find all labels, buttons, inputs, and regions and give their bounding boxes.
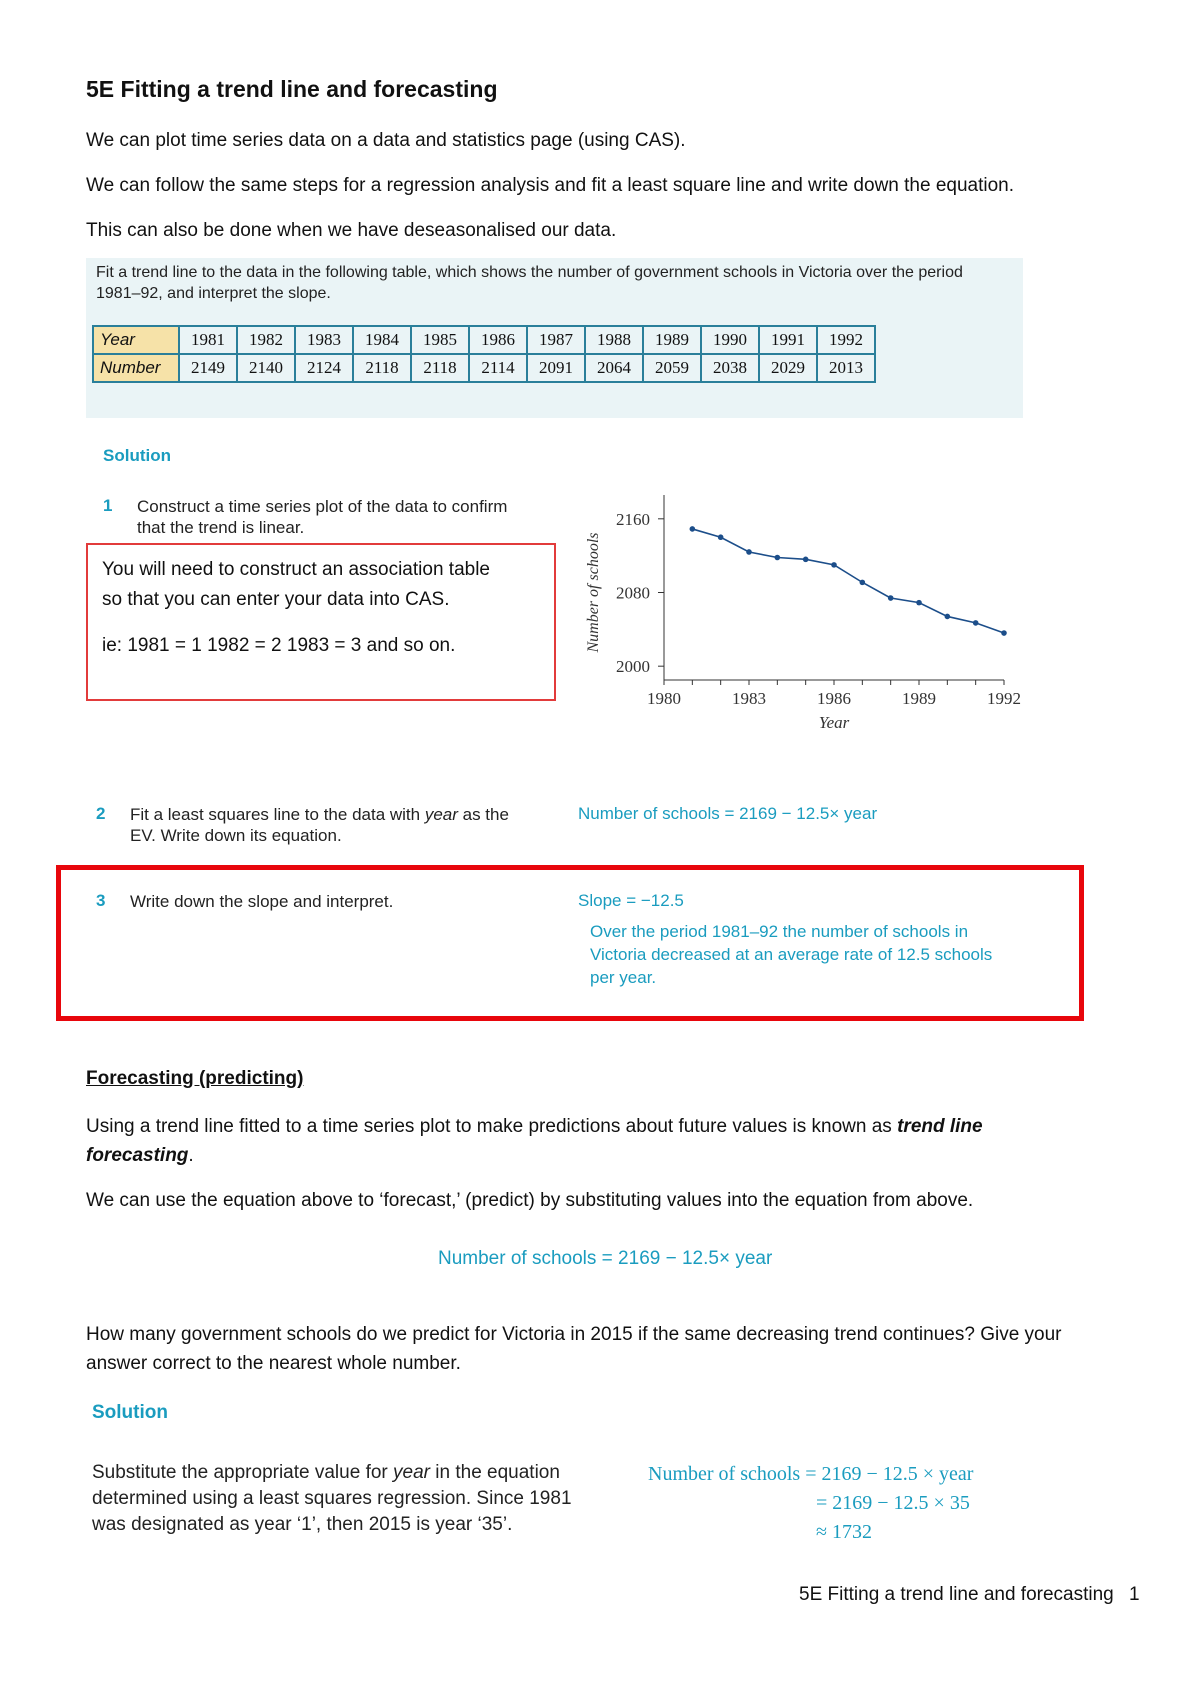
year-cell: 1989 xyxy=(643,326,701,354)
forecast-equation: Number of schools = 2169 − 12.5× year xyxy=(438,1248,773,1269)
data-point xyxy=(775,555,781,561)
x-tick-label: 1992 xyxy=(987,689,1021,708)
problem-box xyxy=(86,258,1023,418)
solution-2-label: Solution xyxy=(92,1402,168,1423)
solution-2-line-1 xyxy=(92,1460,572,1486)
page-title: 5E Fitting a trend line and forecasting xyxy=(86,76,498,102)
solution-2-text xyxy=(92,1460,572,1538)
data-point xyxy=(831,562,837,568)
data-point xyxy=(1001,630,1007,636)
solution-2-line-3: was designated as year ‘1’, then 2015 is year ‘35’. xyxy=(92,1514,513,1535)
interpretation-line-2: Victoria decreased at an average rate of 12.5 schools xyxy=(590,945,993,964)
step-2-text xyxy=(130,804,570,846)
intro-paragraph-2: We can follow the same steps for a regression analysis and fit a least square line and write down the equation. xyxy=(86,175,1015,196)
intro-paragraph-3: This can also be done when we have deseasonalised our data. xyxy=(86,220,617,241)
step-3-number: 3 xyxy=(96,891,106,910)
data-point xyxy=(690,526,696,532)
table-row-number xyxy=(93,354,875,382)
footer-text: 5E Fitting a trend line and forecasting xyxy=(799,1584,1114,1605)
note-box xyxy=(86,543,556,701)
x-axis-label: Year xyxy=(818,713,850,732)
number-cell: 2013 xyxy=(817,354,875,382)
number-cell: 2114 xyxy=(469,354,527,382)
x-tick-label: 1983 xyxy=(732,689,766,708)
question-line-1: How many government schools do we predict for Victoria in 2015 if the same decreasing trend continues? Give your xyxy=(86,1324,1062,1345)
interpretation-line-1: Over the period 1981–92 the number of schools in xyxy=(590,922,969,941)
data-point xyxy=(973,620,979,626)
step-2-italic: year xyxy=(424,805,458,824)
year-cell: 1982 xyxy=(237,326,295,354)
series-line xyxy=(692,529,1004,633)
solution-eq-line-2: = 2169 − 12.5 × 35 xyxy=(816,1492,970,1514)
solution-label: Solution xyxy=(103,446,171,465)
number-cell: 2064 xyxy=(585,354,643,382)
solution-eq-line-1: Number of schools = 2169 − 12.5 × year xyxy=(648,1463,974,1485)
y-tick-label: 2000 xyxy=(616,657,650,677)
data-point xyxy=(888,595,894,601)
number-cell: 2140 xyxy=(237,354,295,382)
time-series-chart xyxy=(580,495,1030,740)
solution-eq-line-3: ≈ 1732 xyxy=(816,1521,872,1543)
step-1-line-1: Construct a time series plot of the data to confirm xyxy=(137,497,508,516)
solution-2-italic: year xyxy=(393,1462,430,1483)
year-cell: 1983 xyxy=(295,326,353,354)
forecasting-paragraph-2: We can use the equation above to ‘forecast,’ (predict) by substituting values into the equation from above. xyxy=(86,1190,974,1211)
solution-2-equation xyxy=(648,1460,973,1547)
page-number: 1 xyxy=(1129,1584,1140,1605)
step-2-pre: Fit a least squares line to the data with xyxy=(130,805,425,824)
y-axis-label: Number of schools xyxy=(585,532,602,653)
year-cell: 1991 xyxy=(759,326,817,354)
data-table xyxy=(92,325,876,383)
step-2-equation: Number of schools = 2169 − 12.5× year xyxy=(578,804,878,823)
year-cell: 1988 xyxy=(585,326,643,354)
y-tick-label: 2080 xyxy=(616,583,650,603)
year-cell: 1981 xyxy=(179,326,237,354)
forecasting-p1-text: Using a trend line fitted to a time series plot to make predictions about future values is known as xyxy=(86,1116,898,1137)
solution-2-post: in the equation xyxy=(430,1462,560,1483)
forecasting-term-1: trend line xyxy=(897,1116,983,1137)
number-cell: 2124 xyxy=(295,354,353,382)
row-label-number: Number xyxy=(93,354,179,382)
y-tick-label: 2160 xyxy=(616,509,650,529)
slope-value: Slope = −12.5 xyxy=(578,891,684,910)
footer xyxy=(799,1584,1140,1606)
year-cell: 1984 xyxy=(353,326,411,354)
step-2-line-1 xyxy=(130,804,570,825)
step-2-line-2: EV. Write down its equation. xyxy=(130,826,342,845)
data-point xyxy=(718,534,724,540)
data-point xyxy=(803,557,809,563)
step-3-text: Write down the slope and interpret. xyxy=(130,892,394,911)
intro-paragraph-1: We can plot time series data on a data and statistics page (using CAS). xyxy=(86,130,686,151)
year-cell: 1987 xyxy=(527,326,585,354)
table-row-year xyxy=(93,326,875,354)
step-1-line-2: that the trend is linear. xyxy=(137,518,305,537)
year-cell: 1990 xyxy=(701,326,759,354)
number-cell: 2118 xyxy=(353,354,411,382)
year-cell: 1985 xyxy=(411,326,469,354)
number-cell: 2091 xyxy=(527,354,585,382)
note-line-1: You will need to construct an association table xyxy=(102,559,490,580)
x-tick-label: 1989 xyxy=(902,689,936,708)
x-tick-label: 1986 xyxy=(817,689,851,708)
step-1-text xyxy=(137,496,557,538)
number-cell: 2038 xyxy=(701,354,759,382)
forecast-question xyxy=(86,1320,1062,1378)
year-cell: 1992 xyxy=(817,326,875,354)
solution-2-line-2: determined using a least squares regression. Since 1981 xyxy=(92,1488,572,1509)
problem-text: Fit a trend line to the data in the following table, which shows the number of government schools in Victoria over the period 1981–92, and interpret the slope. xyxy=(96,264,963,302)
data-point xyxy=(945,614,951,620)
forecasting-heading: Forecasting (predicting) xyxy=(86,1068,304,1089)
interpretation-line-3: per year. xyxy=(590,968,657,987)
step-2-post: as the xyxy=(457,805,509,824)
forecasting-paragraph-1 xyxy=(86,1112,1126,1170)
forecasting-term-2: forecasting xyxy=(86,1145,189,1166)
number-cell: 2149 xyxy=(179,354,237,382)
data-point xyxy=(860,580,866,586)
note-line-2: so that you can enter your data into CAS. xyxy=(102,589,450,610)
solution-2-pre: Substitute the appropriate value for xyxy=(92,1462,394,1483)
number-cell: 2059 xyxy=(643,354,701,382)
number-cell: 2118 xyxy=(411,354,469,382)
slope-interpretation xyxy=(590,920,992,989)
x-tick-label: 1980 xyxy=(647,689,681,708)
data-point xyxy=(746,549,752,555)
note-line-3: ie: 1981 = 1 1982 = 2 1983 = 3 and so on. xyxy=(102,635,456,656)
question-line-2: answer correct to the nearest whole number. xyxy=(86,1353,461,1374)
number-cell: 2029 xyxy=(759,354,817,382)
forecasting-p1-end: . xyxy=(188,1145,194,1166)
year-cell: 1986 xyxy=(469,326,527,354)
step-2-number: 2 xyxy=(96,804,106,823)
data-point xyxy=(916,600,922,606)
row-label-year: Year xyxy=(93,326,179,354)
step-1-number: 1 xyxy=(103,496,113,515)
